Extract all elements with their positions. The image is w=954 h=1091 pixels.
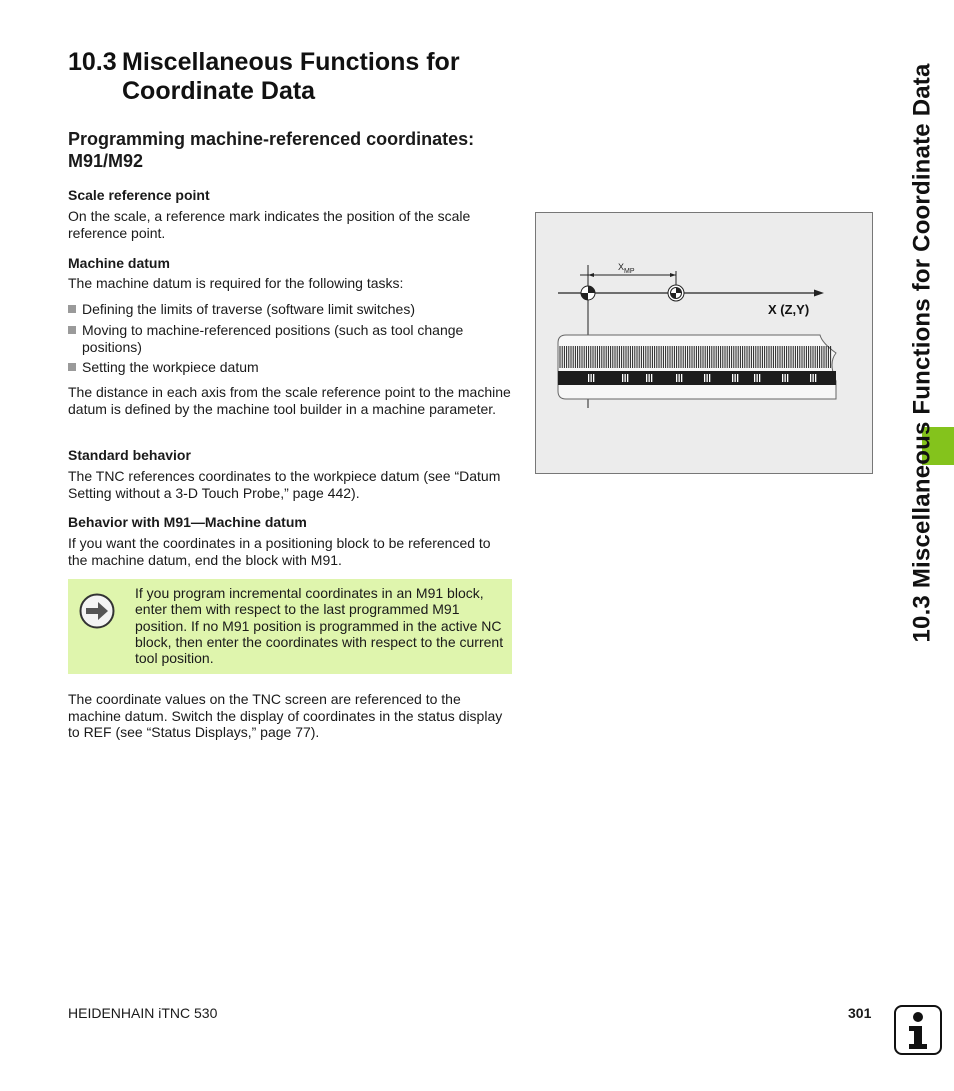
heading-machine-datum: Machine datum bbox=[68, 255, 170, 271]
text-standard-behavior: The TNC references coordinates to the workpiece datum (see “Datum Setting without a 3-D Touch Probe,” page 442). bbox=[68, 468, 501, 501]
footer-product: HEIDENHAIN iTNC 530 bbox=[68, 1005, 218, 1021]
text-m91: If you want the coordinates in a positioning block to be referenced to the machine datum, end the block with M91. bbox=[68, 535, 491, 568]
bullet-square-icon bbox=[68, 305, 76, 313]
heading-m91: Behavior with M91—Machine datum bbox=[68, 514, 307, 530]
label-axis: X (Z,Y) bbox=[768, 302, 810, 317]
side-title: 10.3 Miscellaneous Functions for Coordinate Data bbox=[909, 63, 936, 643]
page-number: 301 bbox=[848, 1005, 872, 1021]
subtitle-line2: M91/M92 bbox=[68, 151, 144, 171]
section-title-line1: Miscellaneous Functions for bbox=[122, 48, 460, 76]
note-box bbox=[68, 579, 512, 674]
heading-scale-reference: Scale reference point bbox=[68, 187, 210, 203]
text-machine-datum-distance: The distance in each axis from the scale reference point to the machine datum is defined by the machine tool builder in a machine parameter. bbox=[68, 384, 511, 417]
text-closing: The coordinate values on the TNC screen are referenced to the machine datum. Switch the display of coordinates in the status display to REF (see “Status Displays,” page 77). bbox=[68, 691, 503, 740]
text-machine-datum-intro: The machine datum is required for the following tasks: bbox=[68, 275, 404, 291]
note-text: If you program incremental coordinates in an M91 block, enter them with respect to the last programmed M91 position. If no M91 position is programmed in the active NC block, then enter the coordinates with respect to the current tool position. bbox=[135, 585, 504, 667]
scale-diagram bbox=[535, 212, 873, 474]
label-xmp: $X_{MP}$ bbox=[618, 262, 635, 275]
section-title bbox=[68, 48, 460, 106]
text-scale-reference: On the scale, a reference mark indicates the position of the scale reference point. bbox=[68, 208, 471, 241]
scale-illustration bbox=[536, 213, 872, 473]
list-item: Moving to machine-referenced positions (such as tool change positions) bbox=[68, 322, 513, 355]
subtitle bbox=[68, 128, 518, 172]
section-title-line2: Coordinate Data bbox=[122, 77, 316, 105]
info-icon bbox=[894, 1005, 942, 1055]
list-item: Setting the workpiece datum bbox=[68, 359, 513, 376]
bullet-square-icon bbox=[68, 326, 76, 334]
heading-standard-behavior: Standard behavior bbox=[68, 447, 191, 463]
section-number: 10.3 bbox=[68, 48, 117, 76]
subtitle-line1: Programming machine-referenced coordinates: bbox=[68, 129, 475, 149]
arrow-right-icon bbox=[79, 593, 115, 629]
bullet-square-icon bbox=[68, 363, 76, 371]
list-item: Defining the limits of traverse (software limit switches) bbox=[68, 301, 513, 318]
